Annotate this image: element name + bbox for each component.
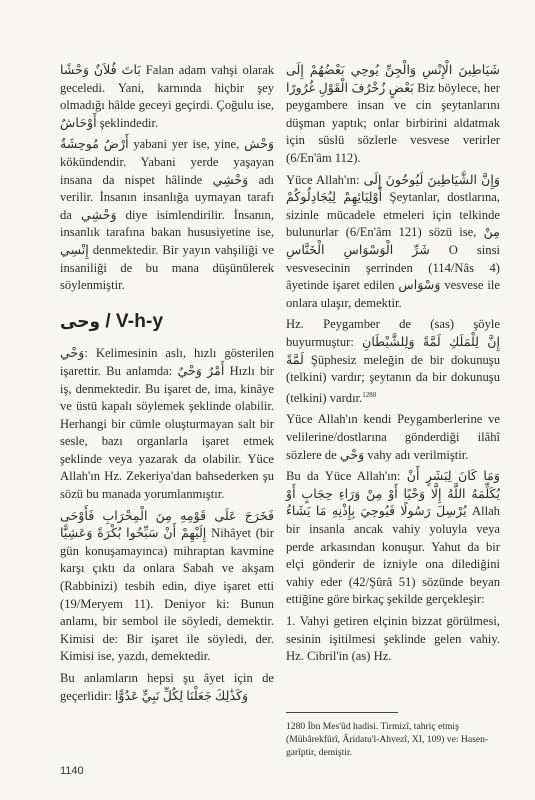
paragraph-text: Hz. Peygamber de (sas) şöyle buyurmuştur: إِنَّ لِلْمَلَكِ لَمَّةً وَلِلشَّيْطَانِ لَمَّةً Şüphesiz meleğin de bir dokunuşu (telkini) vardır; şeytanın da bir dokunuşu (telkini) vardır. [286,317,500,405]
paragraph [286,316,500,407]
paragraph: بَاتَ فُلاَنٌ وَحْشًا Falan adam vahşi olarak geceledi. Yani, karnında hiçbir şey olmadığı hâlde geceyi geçirdi. Çoğulu ise, أَوْحَاشٌ şeklindedir. [60,63,274,130]
page-number: 1140 [60,765,84,777]
paragraph: Bu da Yüce Allah'ın: وَمَا كَانَ لِبَشَرٍ أَنْ يُكَلِّمَهُ اللَّهُ إِلَّا وَحْيًا أَوْ مِنْ وَرَاءِ حِجَابٍ أَوْ يُرْسِلَ رَسُولًا فَيُوحِيَ بِإِذْنِهِ مَا يَشَاءُ Allah bir insanla ancak vahiy yoluyla veya perde arkasından konuşur. Yahut da bir elçi gönderir de izniyle ona dilediğini vahiy eder (42/Şûrâ 51) sözünde beyan ettiğine göre birkaç şekilde gerçekleşir: [286,469,500,607]
paragraph: أَرْضٌ مُوحِشَةٌ yabani yer ise, yine, وَحْش kökündendir. Yabani yerde yaşayan insana da nispet hâlinde وَحْشِي adı verilir. İnsanın insanlığa uymayan tarafı da وَحْشِي diye isimlendirilir. İnsanın, insanlık tarafına bakan hususiyetine ise, إِنْسِي denmektedir. Bir yayın vahşiliği ve insaniliği de bu mana düşünülerek söylenmiştir. [60,137,274,293]
entry-heading-latin: / V-h-y [105,310,164,332]
right-column [286,62,500,670]
left-column [60,62,274,709]
entry-heading-arabic: وحى [60,311,101,332]
footnote-divider [286,712,398,713]
paragraph: 1. Vahyi getiren elçinin bizzat görülmesi, sesinin işitilmesi şeklinde gelen vahiy. Hz. Cibril'in (as) Hz. [286,614,500,664]
entry-heading [60,310,274,332]
paragraph: شَيَاطِينَ الْإِنْسِ وَالْجِنِّ يُوحِي بَعْضُهُمْ إِلَى بَعْضٍ زُخْرُفَ الْقَوْلِ غُرُورًا Biz böylece, her peygambere insan ve cin şeytanlarını düşman yaptık; onlar birbirini aldatmak için süslü sözlerle vesvese verirler (6/En'âm 112). [286,63,500,165]
paragraph: وَحْي: Kelimesinin aslı, hızlı gösterilen işarettir. Bu anlamda: أَمْرٌ وَحْيٌ Hızlı bir iş, denmektedir. Bu işaret de, ima, kinâye ve üstü kapalı söylemek şeklinde olabilir. Herhangi bir cümle oluşturmayan salt bir sesle, bazı organlarla işaret etmek şeklinde veya yazarak da olabilir. Yüce Allah'ın Hz. Zekeriya'dan bahsederken şu sözü bu manada yorumlanmıştır. [60,346,274,502]
paragraph: Yüce Allah'ın: وَإِنَّ الشَّيَاطِينَ لَيُوحُونَ إِلَى أَوْلِيَائِهِمْ لِيُجَادِلُوكُمْ Şeytanlar, dostlarına, sizinle mücadele etmeleri için telkinde bulunurlar (6/En'âm 121) sözü ise, مِنْ شَرِّ الْوَسْوَاسِ الْخَنَّاسِ O sinsi vesvesecinin şerrinden (114/Nâs 4) âyetinde işaret edilen وَسْوَاس vesvese ile onlara ulaşır, demektir. [286,172,501,310]
paragraph: فَخَرَجَ عَلَى قَوْمِهِ مِنَ الْمِحْرَابِ فَأَوْحَى إِلَيْهِمْ أَنْ سَبِّحُوا بُكْرَةً وَعَشِيًّا Nihâyet (bir gün konuşamayınca) mihraptan kavmine karşı çıktı da onlara Sabah ve akşam (Rabbinizi) tesbih edin, diye işaret etti (19/Meryem 11). Deniyor ki: Bunun anlamı, bir sembol ile söyledi, demektir. Kimisi de: Bir işaret ile söyledi, der. Kimisi ise, yazdı, demektedir. [60,508,274,664]
footnote-ref: 1280 [362,390,377,399]
footnote: 1280 İbn Mes'ûd hadisi. Tirmizî, tahriç etmiş (Mübârekfûrî, Âridatu'l-Ahvezî, XI, 109) ve: Hasen-garîptir, demiştir. [286,721,489,758]
paragraph: Bu anlamların hepsi şu âyet için de geçerlidir: وَكَذَٰلِكَ جَعَلْنَا لِكُلِّ نَبِيٍّ عَدُوًّا [60,671,274,703]
paragraph: Yüce Allah'ın kendi Peygamberlerine ve velilerine/dostlarına gönderdiği ilâhî sözlere de وَحْي vahy adı verilmiştir. [286,412,500,462]
